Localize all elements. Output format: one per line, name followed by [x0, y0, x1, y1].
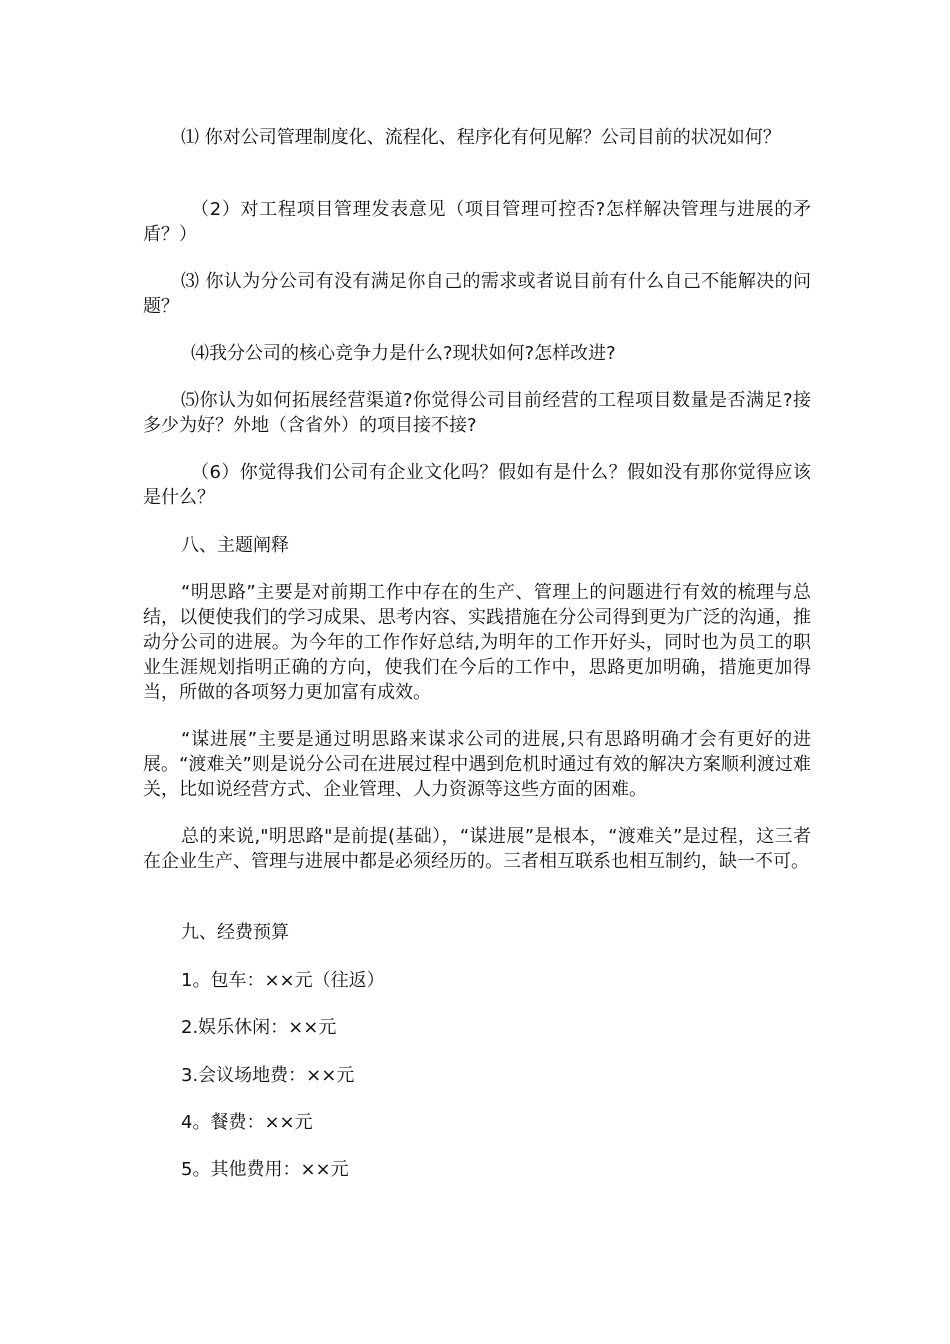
question-6: （6）你觉得我们公司有企业文化吗？假如有是什么？假如没有那你觉得应该是什么？ — [143, 462, 811, 508]
budget-item-meals: 4。餐费：××元 — [181, 1112, 313, 1133]
section-9-heading: 九、经费预算 — [181, 922, 289, 943]
section-8-heading: 八、主题阐释 — [181, 535, 289, 556]
question-3: ⑶ 你认为分公司有没有满足你自己的需求或者说目前有什么自己不能解决的问题？ — [143, 271, 811, 317]
budget-item-entertainment: 2.娱乐休闲：××元 — [181, 1017, 337, 1038]
budget-item-bus: 1。包车：××元（往返） — [181, 970, 385, 991]
budget-item-other: 5。其他费用：××元 — [181, 1159, 349, 1180]
section-8-paragraph-3: 总的来说,"明思路"是前提(基础），“谋进展”是根本，“渡难关”是过程，这三者在企业生产、管理与进展中都是必须经历的。三者相互联系也相互制约，缺一不可。 — [143, 826, 811, 872]
section-8-paragraph-1: “明思路”主要是对前期工作中存在的生产、管理上的问题进行有效的梳理与总结，以便使我们的学习成果、思考内容、实践措施在分公司得到更为广泛的沟通，推动分公司的进展。为今年的工作作好总结,为明年的工作开好头，同时也为员工的职业生涯规划指明正确的方向，使我们在今后的工作中，思路更加明确，措施更加得当，所做的各项努力更加富有成效。 — [143, 582, 811, 703]
question-1: ⑴ 你对公司管理制度化、流程化、程序化有何见解？公司目前的状况如何？ — [181, 127, 781, 148]
section-8-paragraph-2: “谋进展”主要是通过明思路来谋求公司的进展,只有思路明确才会有更好的进展。“渡难关”则是说分公司在进展过程中遇到危机时通过有效的解决方案顺利渡过难关，比如说经营方式、企业管理、人力资源等这些方面的困难。 — [143, 729, 811, 800]
question-5: ⑸你认为如何拓展经营渠道?你觉得公司目前经营的工程项目数量是否满足?接多少为好？外地（含省外）的项目接不接? — [143, 390, 811, 436]
question-2: （2）对工程项目管理发表意见（项目管理可控否?怎样解决管理与进展的矛盾？） — [143, 199, 811, 245]
question-4: ⑷我分公司的核心竞争力是什么?现状如何?怎样改进? — [191, 343, 616, 364]
budget-item-venue: 3.会议场地费：××元 — [181, 1065, 355, 1086]
